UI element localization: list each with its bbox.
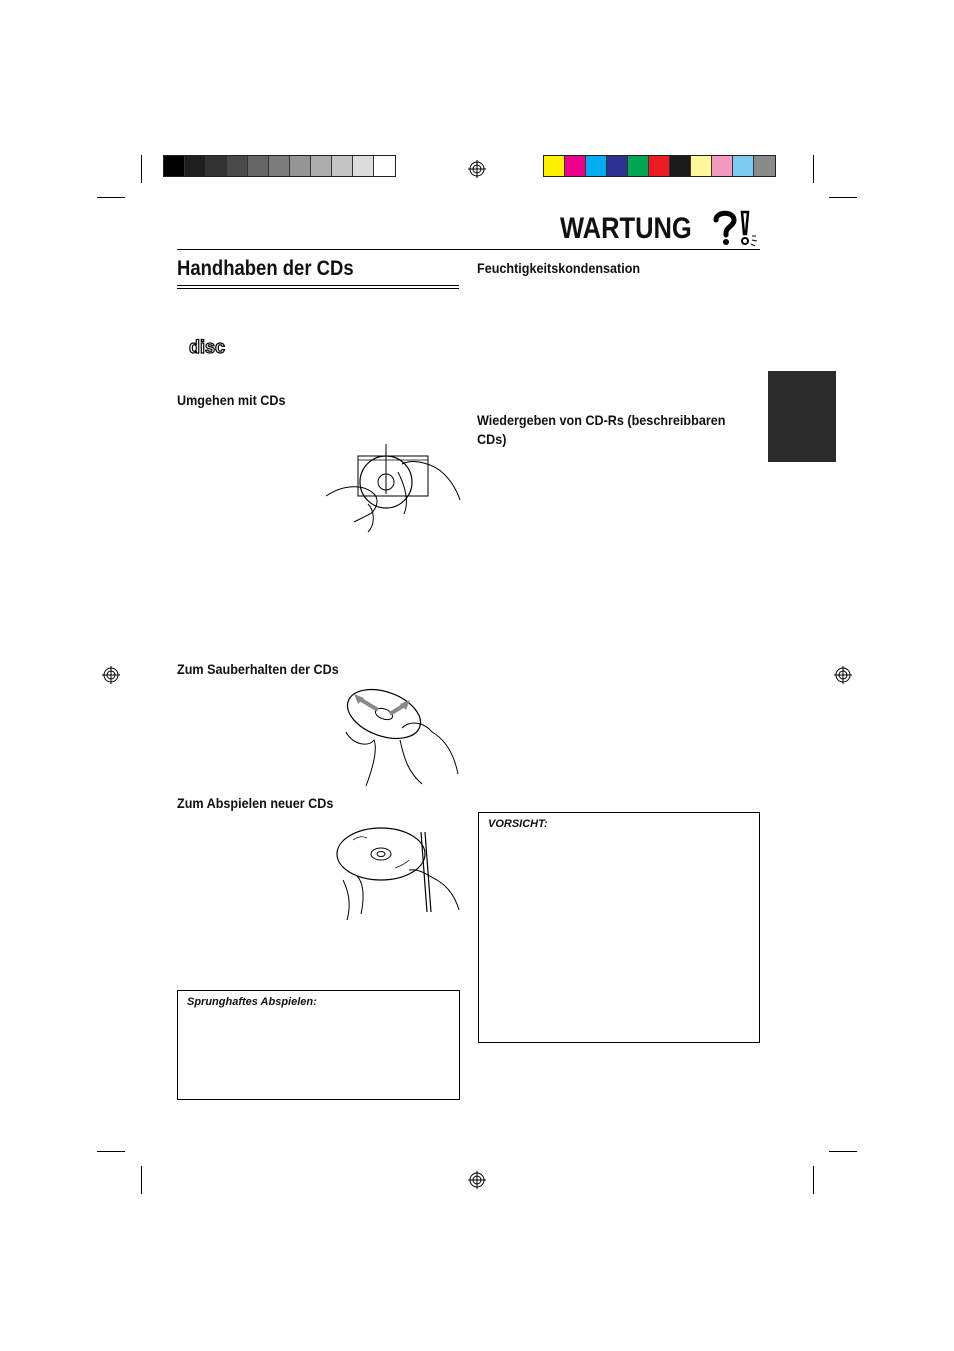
section-title: Handhaben der CDs <box>177 257 354 280</box>
color-swatch <box>628 156 649 176</box>
color-swatch <box>565 156 586 176</box>
caution-box <box>478 812 760 1043</box>
disc-logo-text: disc <box>189 337 226 357</box>
color-calibration-bar <box>543 155 776 177</box>
color-swatch <box>544 156 565 176</box>
grayscale-swatch <box>185 156 206 176</box>
registration-mark-icon <box>834 666 852 684</box>
note-box-label: Sprunghaftes Abspielen: <box>187 996 317 1008</box>
crop-mark <box>813 155 814 183</box>
color-swatch <box>733 156 754 176</box>
language-tab <box>768 371 836 462</box>
grayscale-swatch <box>227 156 248 176</box>
color-swatch <box>691 156 712 176</box>
subheading-cdr-playback: Wiedergeben von CD-Rs (beschreibbaren CDs) <box>477 412 726 447</box>
crop-mark <box>141 155 142 183</box>
title-rule <box>177 249 760 250</box>
color-swatch <box>586 156 607 176</box>
color-swatch <box>712 156 733 176</box>
color-swatch <box>670 156 691 176</box>
crop-mark <box>141 1166 142 1194</box>
grayscale-swatch <box>269 156 290 176</box>
grayscale-swatch <box>290 156 311 176</box>
cd-cleaning-illustration <box>338 684 462 788</box>
grayscale-calibration-bar <box>163 155 396 177</box>
cd-handling-illustration <box>324 444 464 534</box>
subheading-handling: Umgehen mit CDs <box>177 392 286 408</box>
section-title-rule <box>177 285 459 286</box>
color-swatch <box>607 156 628 176</box>
erratic-playback-note-box <box>177 990 460 1100</box>
subheading-new-cds: Zum Abspielen neuer CDs <box>177 795 334 811</box>
grayscale-swatch <box>311 156 332 176</box>
new-cd-illustration <box>333 820 463 920</box>
registration-mark-icon <box>468 160 486 178</box>
section-title-rule <box>177 288 459 289</box>
grayscale-swatch <box>374 156 395 176</box>
grayscale-swatch <box>353 156 374 176</box>
crop-mark <box>97 197 125 198</box>
caution-box-label: VORSICHT: <box>488 818 548 830</box>
crop-mark <box>829 1151 857 1152</box>
grayscale-swatch <box>206 156 227 176</box>
page-title: WARTUNG <box>560 212 692 245</box>
disc-logo <box>189 337 231 357</box>
grayscale-swatch <box>248 156 269 176</box>
subheading-condensation: Feuchtigkeitskondensation <box>477 260 641 276</box>
registration-mark-icon <box>102 666 120 684</box>
registration-mark-icon <box>468 1171 486 1189</box>
subheading-cleaning: Zum Sauberhalten der CDs <box>177 661 339 677</box>
crop-mark <box>813 1166 814 1194</box>
grayscale-swatch <box>164 156 185 176</box>
color-swatch <box>649 156 670 176</box>
question-exclamation-icon <box>710 208 762 246</box>
grayscale-swatch <box>332 156 353 176</box>
crop-mark <box>829 197 857 198</box>
color-swatch <box>754 156 775 176</box>
crop-mark <box>97 1151 125 1152</box>
